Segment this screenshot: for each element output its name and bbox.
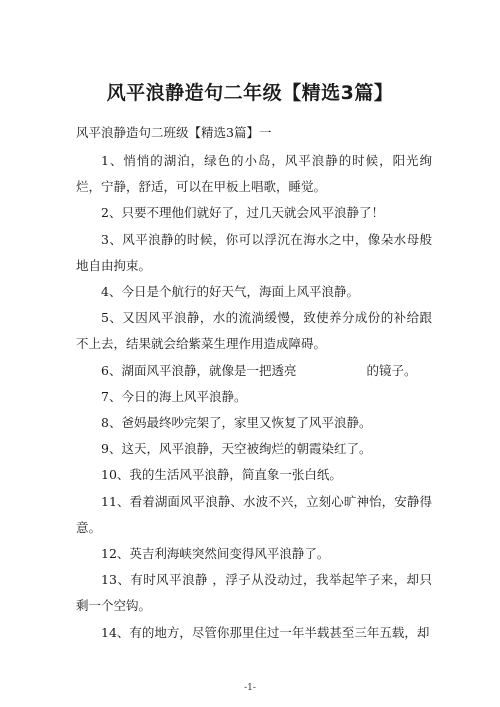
paragraph-10: 10、我的生活风平浪静，简直象一张白纸。: [101, 467, 342, 483]
paragraph-7: 7、今日的海上风平浪静。: [101, 388, 247, 404]
paragraph-1: 1、悄悄的湖泊，绿色的小岛，风平浪静的时候，阳光绚烂，宁静，舒适，可以在甲板上唱歌，睡觉。: [76, 153, 432, 195]
paragraph-12: 12、英吉利海峡突然间变得风平浪静了。: [101, 546, 330, 562]
paragraph-3: 3、风平浪静的时候，你可以浮沉在海水之中，像朵水母般地自由拘束。: [76, 231, 432, 273]
paragraph-6: [76, 358, 432, 384]
page-title: 风平浪静造句二年级【精选3篇】: [106, 82, 394, 104]
paragraph-8: 8、爸妈最终吵完架了，家里又恢复了风平浪静。: [101, 415, 372, 431]
paragraph-2: 2、只要不理他们就好了，过几天就会风平浪静了！: [101, 205, 384, 221]
paragraph-6-end: 的镜子。: [366, 362, 417, 378]
paragraph-14: 14、有的地方，尽管你那里住过一年半载甚至三年五载，却: [101, 624, 430, 640]
paragraph-4: 4、今日是个航行的好天气，海面上风平浪静。: [101, 284, 359, 300]
page-number: -1-: [244, 683, 256, 693]
paragraph-11: 11、看着湖面风平浪静、水波不兴，立刻心旷神怡，安静得意。: [76, 493, 432, 535]
paragraph-5: 5、又因风平浪静，水的流淌缓慢，致使养分成份的补给跟不上去，结果就会给紫菜生理作用造成障碍。: [76, 310, 432, 352]
paragraph-6-start: 6、湖面风平浪静，就像是一把透亮: [101, 362, 297, 378]
paragraph-13: 13、有时风平浪静 ，浮子从没动过，我举起竿子来，却只剩一个空钩。: [76, 572, 432, 614]
body-text: [76, 148, 432, 646]
paragraph-9: 9、这天，风平浪静，天空被绚烂的朝霞染红了。: [101, 441, 372, 457]
section-subtitle: 风平浪静造句二班级【精选3篇】一: [76, 125, 272, 140]
